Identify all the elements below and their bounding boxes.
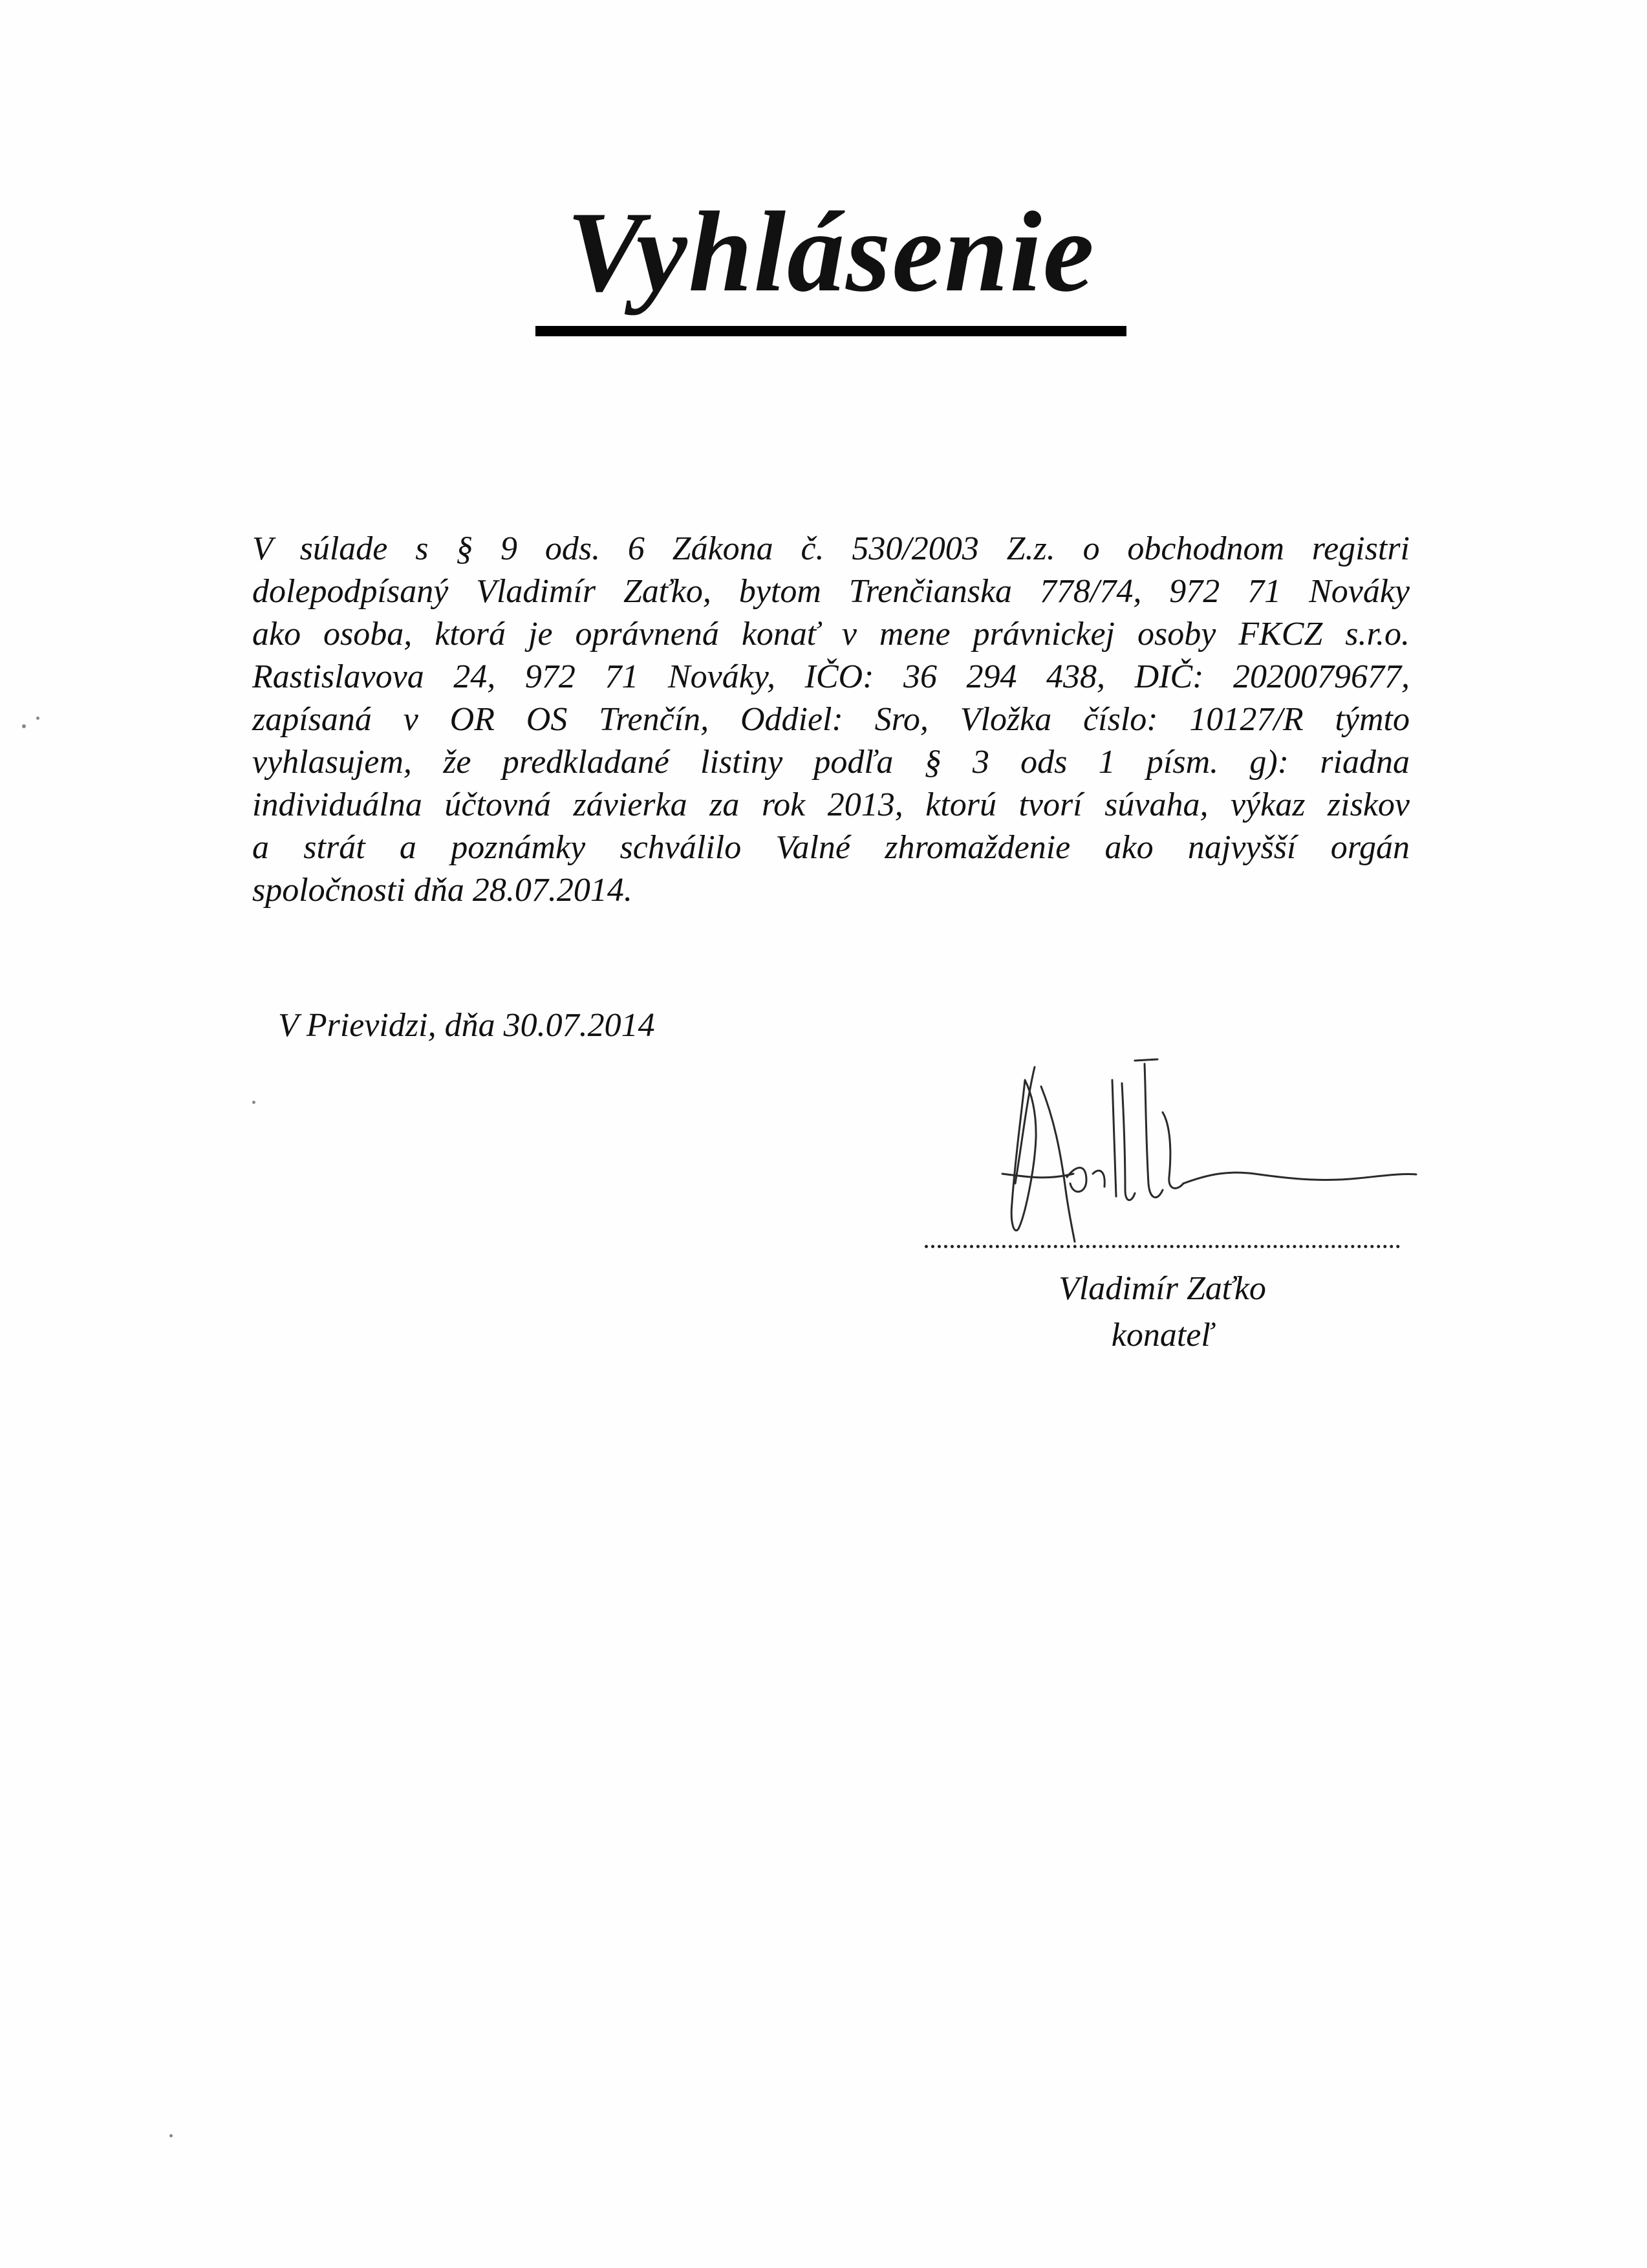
paragraph-line: individuálna účtovná závierka za rok 2013, ktorú tvorí súvaha, výkaz ziskov (252, 786, 1410, 823)
paragraph-line: zapísaná v OR OS Trenčín, Oddiel: Sro, Vložka číslo: 10127/R týmto (252, 701, 1410, 738)
declaration-paragraph (252, 528, 1410, 912)
paragraph-line: ako osoba, ktorá je oprávnená konať v mene právnickej osoby FKCZ s.r.o. (252, 616, 1410, 653)
scan-speck (169, 2134, 173, 2137)
paragraph-line: spoločnosti dňa 28.07.2014. (252, 872, 632, 909)
scan-speck (252, 1101, 255, 1104)
paragraph-line: dolepodpísaný Vladimír Zaťko, bytom Trenčianska 778/74, 972 71 Nováky (252, 573, 1410, 610)
signature-dotted-line (925, 1232, 1400, 1248)
place-and-date: V Prievidzi, dňa 30.07.2014 (278, 1007, 655, 1044)
scan-speck (36, 717, 39, 720)
paragraph-line: V súlade s § 9 ods. 6 Zákona č. 530/2003 Z.z. o obchodnom registri (252, 530, 1410, 567)
signer-role: konateľ (1111, 1317, 1214, 1354)
handwritten-signature-icon (996, 1041, 1423, 1255)
document-title: Vyhlásenie (566, 188, 1095, 316)
paragraph-line: Rastislavova 24, 972 71 Nováky, IČO: 36 294 438, DIČ: 2020079677, (252, 658, 1410, 695)
signer-name: Vladimír Zaťko (1059, 1270, 1266, 1307)
scan-speck (22, 724, 26, 728)
paragraph-line: vyhlasujem, že predkladané listiny podľa § 3 ods 1 písm. g): riadna (252, 744, 1410, 781)
title-underline (535, 326, 1126, 336)
paragraph-line: a strát a poznámky schválilo Valné zhromaždenie ako najvyšší orgán (252, 829, 1410, 866)
